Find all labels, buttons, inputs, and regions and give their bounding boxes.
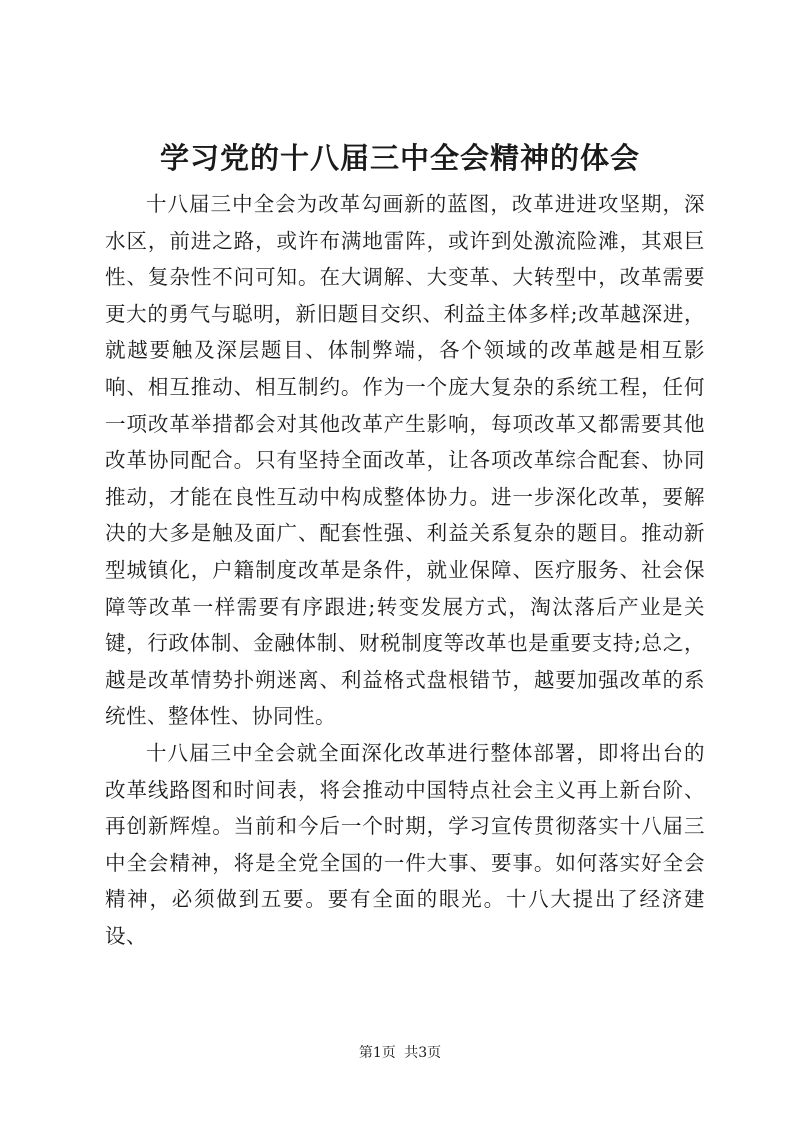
paragraph-2: 十八届三中全会就全面深化改革进行整体部署，即将出台的改革线路图和时间表，将会推动中国特点社会主义再上新台阶、再创新辉煌。当前和今后一个时期，学习宣传贯彻落实十八届三中全会精神，将是全党全国的一件大事、要事。如何落实好全会精神，必须做到五要。要有全面的眼光。十八大提出了经济建设、 — [105, 740, 705, 948]
document-body — [105, 186, 705, 954]
page-footer — [0, 1043, 800, 1063]
paragraph-1: 十八届三中全会为改革勾画新的蓝图，改革进进攻坚期，深水区，前进之路，或许布满地雷阵，或许到处激流险滩，其艰巨性、复杂性不问可知。在大调解、大变革、大转型中，改革需要更大的勇气与聪明，新旧题目交织、利益主体多样;改革越深进，就越要触及深层题目、体制弊端，各个领域的改革越是相互影响、相互推动、相互制约。作为一个庞大复杂的系统工程，任何一项改革举措都会对其他改革产生影响，每项改革又都需要其他改革协同配合。只有坚持全面改革，让各项改革综合配套、协同推动，才能在良性互动中构成整体协力。进一步深化改革，要解决的大多是触及面广、配套性强、利益关系复杂的题目。推动新型城镇化，户籍制度改革是条件，就业保障、医疗服务、社会保障等改革一样需要有序跟进;转变发展方式，淘汰落后产业是关键，行政体制、金融体制、财税制度等改革也是重要支持;总之，越是改革情势扑朔迷离、利益格式盘根错节，越要加强改革的系统性、整体性、协同性。 — [105, 192, 705, 729]
document-title: 学习党的十八届三中全会精神的体会 — [159, 141, 640, 175]
page-total: 共3页 — [404, 1045, 442, 1061]
page-number: 第1页 — [358, 1045, 396, 1061]
